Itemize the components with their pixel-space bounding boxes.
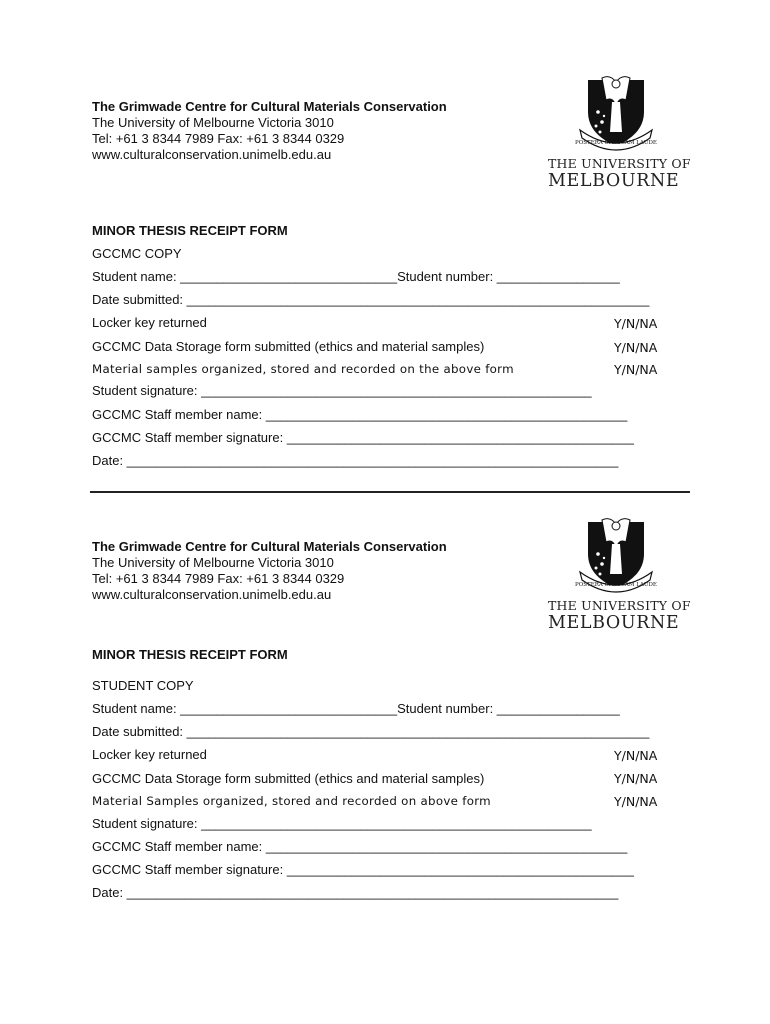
- locker-key-yn[interactable]: Y/N/NA: [614, 316, 658, 331]
- locker-key-label: Locker key returned: [92, 315, 207, 330]
- org-website: www.culturalconservation.unimelb.edu.au: [92, 147, 332, 162]
- university-logo: [548, 514, 691, 636]
- university-name-line2: MELBOURNE: [548, 613, 680, 633]
- org-address: The University of Melbourne Victoria 3010: [92, 555, 334, 570]
- data-storage-yn[interactable]: Y/N/NA: [614, 340, 658, 355]
- copy-label: GCCMC COPY: [92, 246, 182, 261]
- org-address: The University of Melbourne Victoria 3010: [92, 115, 334, 130]
- staff-name-field[interactable]: GCCMC Staff member name: __________________________________________________: [92, 839, 628, 854]
- university-logo: [548, 72, 691, 194]
- staff-name-field[interactable]: GCCMC Staff member name: __________________________________________________: [92, 407, 628, 422]
- student-name-number-field[interactable]: Student name: ______________________________Student number: _________________: [92, 269, 620, 284]
- form-title: MINOR THESIS RECEIPT FORM: [92, 647, 288, 662]
- org-phone: Tel: +61 3 8344 7989 Fax: +61 3 8344 0329: [92, 571, 345, 586]
- date-submitted-field[interactable]: Date submitted: ________________________________________________________________: [92, 292, 650, 307]
- material-samples-label: Material samples organized, stored and recorded on the above form: [92, 362, 514, 376]
- crest-icon: [566, 514, 666, 596]
- org-website: www.culturalconservation.unimelb.edu.au: [92, 587, 332, 602]
- date-field[interactable]: Date: ____________________________________________________________________: [92, 885, 619, 900]
- locker-key-label: Locker key returned: [92, 747, 207, 762]
- date-field[interactable]: Date: ____________________________________________________________________: [92, 453, 619, 468]
- university-name-line1: THE UNIVERSITY OF: [548, 156, 691, 171]
- section-divider: [90, 491, 690, 493]
- motto-text: POSTERA CRESCAM LAUDE: [575, 140, 657, 146]
- student-name-number-field[interactable]: Student name: ______________________________Student number: _________________: [92, 701, 620, 716]
- student-signature-field[interactable]: Student signature: ______________________________________________________: [92, 383, 592, 398]
- copy-label: STUDENT COPY: [92, 678, 194, 693]
- data-storage-label: GCCMC Data Storage form submitted (ethics and material samples): [92, 771, 485, 786]
- university-name-line2: MELBOURNE: [548, 171, 680, 191]
- locker-key-yn[interactable]: Y/N/NA: [614, 748, 658, 763]
- data-storage-yn[interactable]: Y/N/NA: [614, 771, 658, 786]
- letterhead: [92, 539, 447, 603]
- university-name-line1: THE UNIVERSITY OF: [548, 598, 691, 613]
- form-title: MINOR THESIS RECEIPT FORM: [92, 223, 288, 238]
- motto-text: POSTERA CRESCAM LAUDE: [575, 582, 657, 588]
- letterhead: [92, 99, 447, 163]
- staff-signature-field[interactable]: GCCMC Staff member signature: ________________________________________________: [92, 862, 634, 877]
- org-name: The Grimwade Centre for Cultural Materials Conservation: [92, 539, 447, 554]
- org-name: The Grimwade Centre for Cultural Materials Conservation: [92, 99, 447, 114]
- crest-icon: [566, 72, 666, 154]
- student-signature-field[interactable]: Student signature: ______________________________________________________: [92, 816, 592, 831]
- material-samples-yn[interactable]: Y/N/NA: [614, 362, 658, 377]
- data-storage-label: GCCMC Data Storage form submitted (ethics and material samples): [92, 339, 485, 354]
- org-phone: Tel: +61 3 8344 7989 Fax: +61 3 8344 0329: [92, 131, 345, 146]
- staff-signature-field[interactable]: GCCMC Staff member signature: ________________________________________________: [92, 430, 634, 445]
- date-submitted-field[interactable]: Date submitted: ________________________________________________________________: [92, 724, 650, 739]
- material-samples-label: Material Samples organized, stored and recorded on above form: [92, 794, 491, 808]
- material-samples-yn[interactable]: Y/N/NA: [614, 794, 658, 809]
